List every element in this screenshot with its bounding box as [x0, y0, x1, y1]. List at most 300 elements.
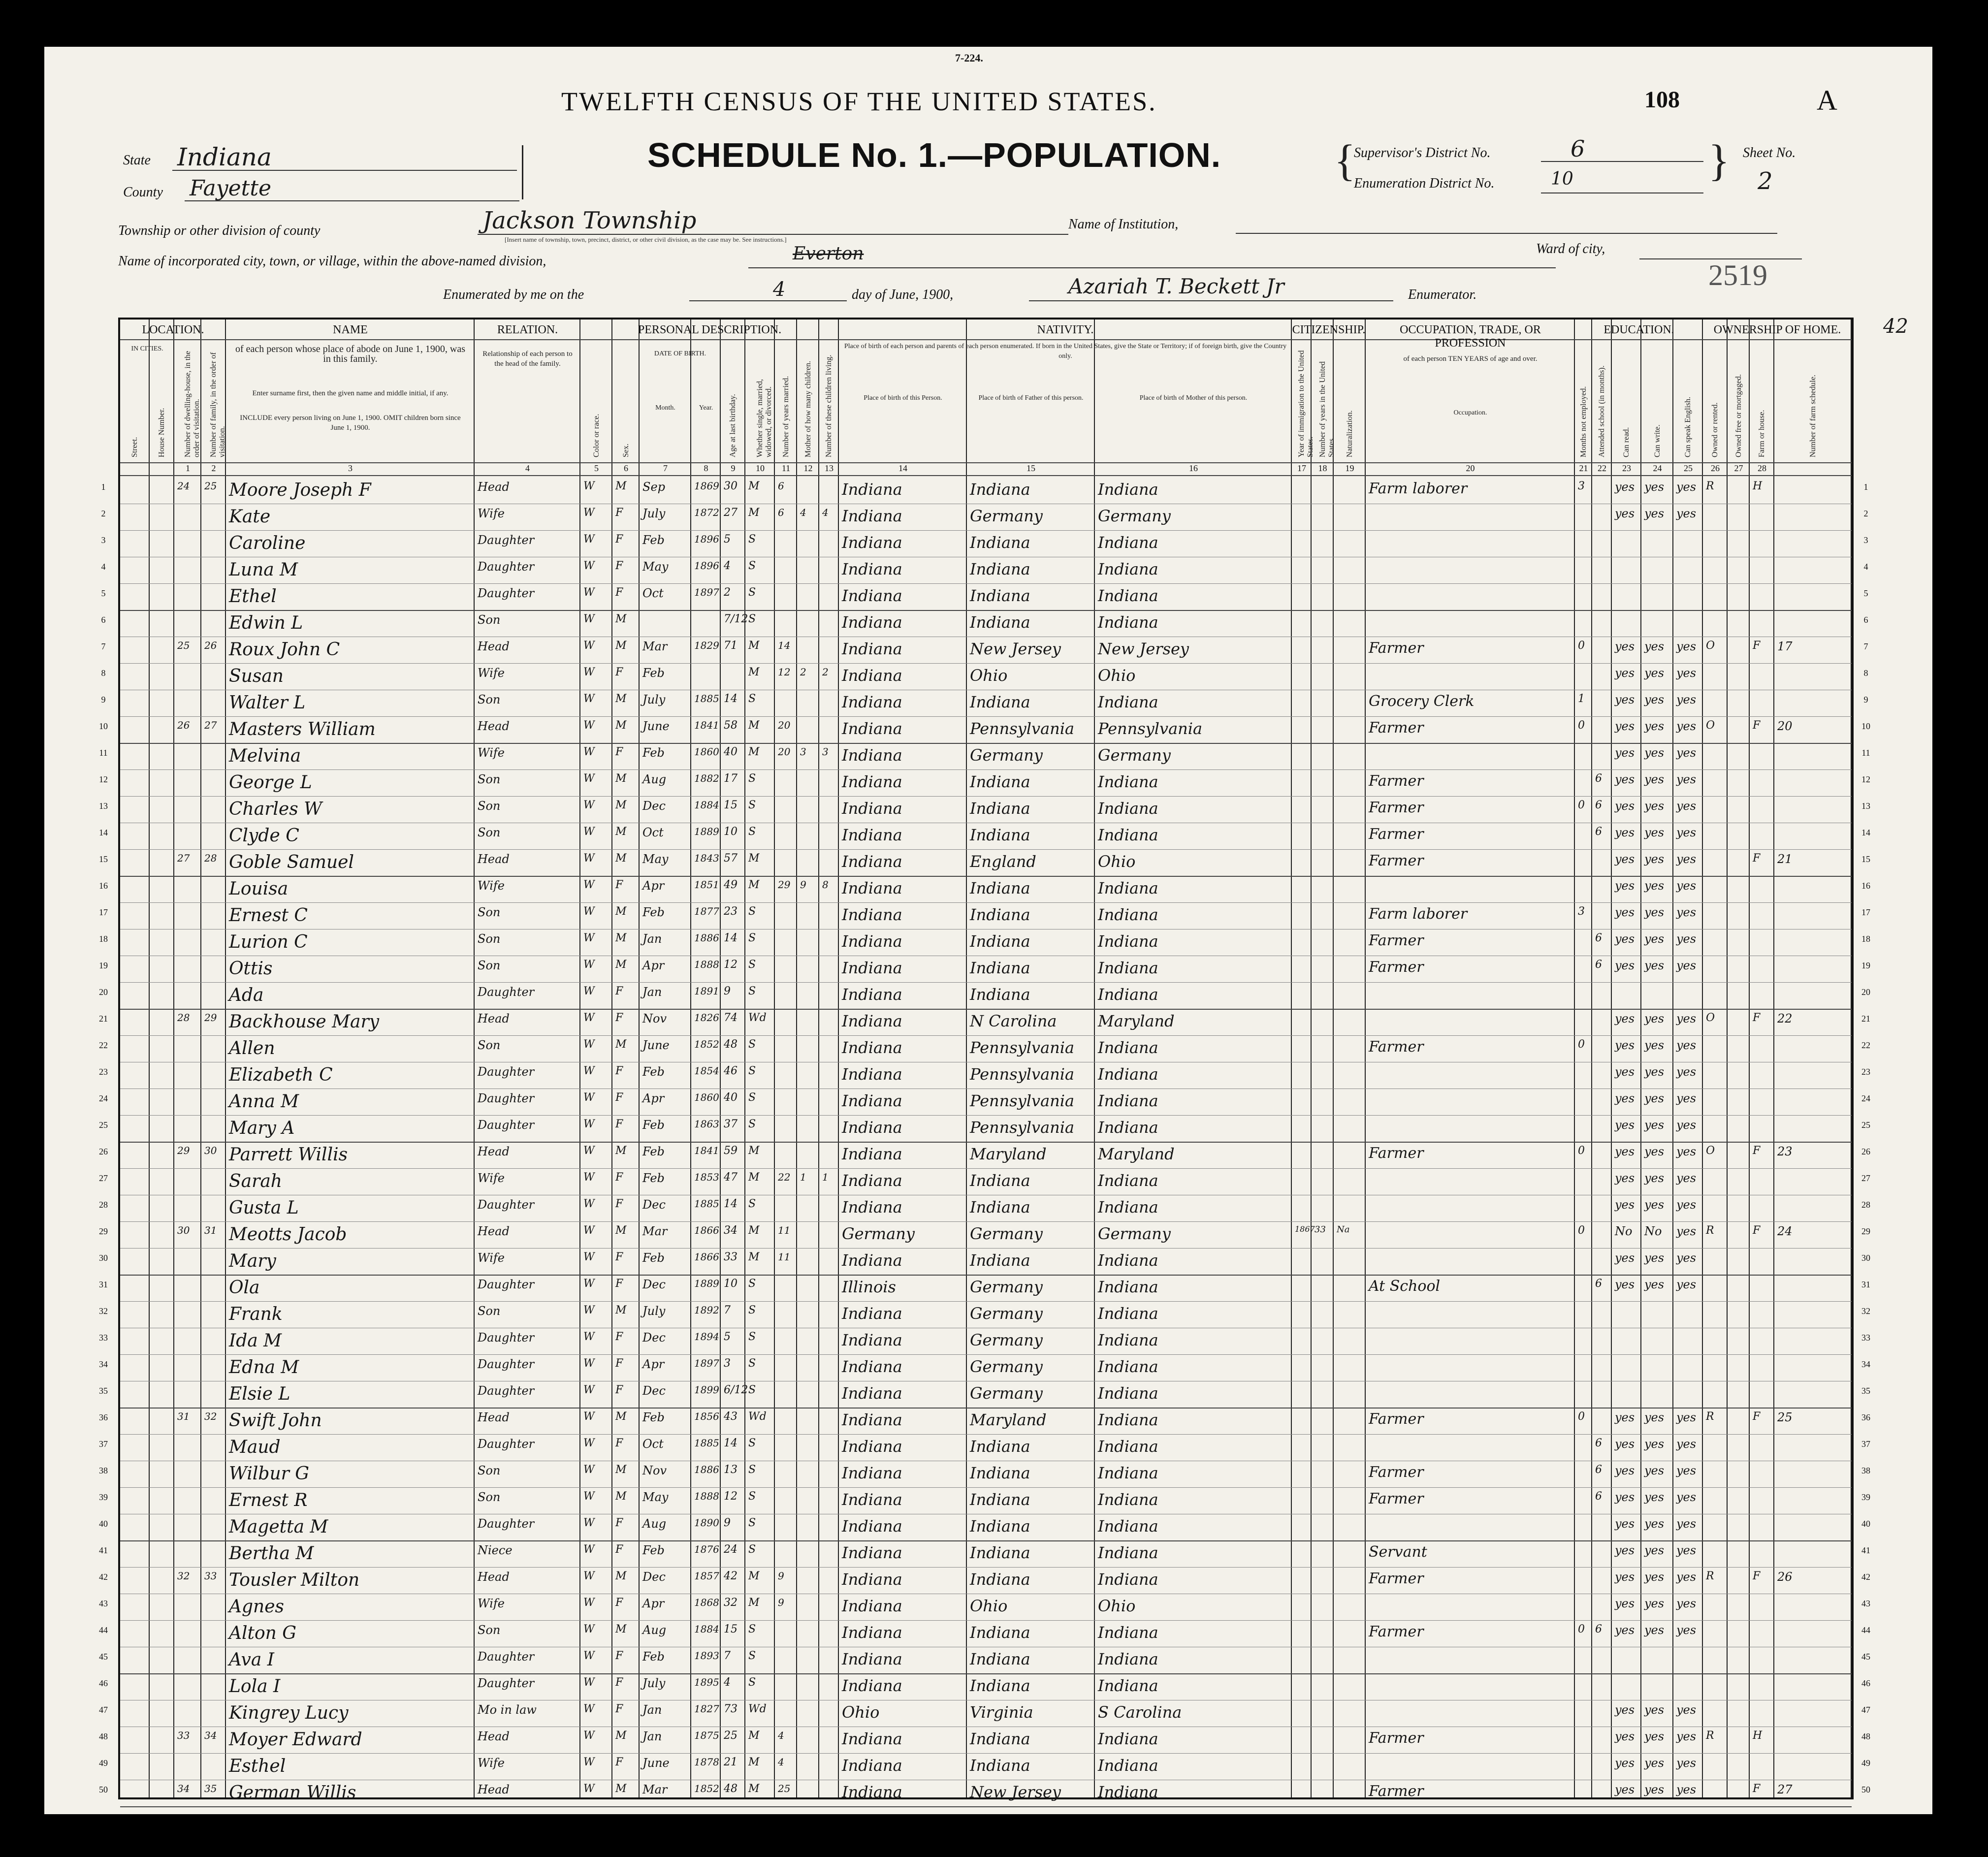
- row-number: 34: [1861, 1359, 1870, 1369]
- cell-sp: yes: [1676, 1517, 1697, 1531]
- cell-sp: yes: [1676, 1198, 1697, 1212]
- cell-bp: Indiana: [842, 640, 902, 658]
- cell-sch: 6: [1595, 799, 1602, 811]
- cell-mar: S: [748, 1091, 756, 1104]
- cell-bp: Indiana: [842, 932, 902, 951]
- cell-mar: S: [748, 1676, 756, 1689]
- cell-rd: yes: [1615, 959, 1635, 972]
- row-number-left: 22: [99, 1040, 108, 1050]
- cell-sex: M: [615, 932, 627, 944]
- cell-ym: 4: [778, 1729, 784, 1741]
- cell-mo: Jan: [642, 1703, 662, 1717]
- name-instruction-2: INCLUDE every person living on June 1, 1900. OMIT children born since June 1, 1900.: [240, 414, 461, 432]
- cell-bm: Pennsylvania: [1098, 719, 1203, 738]
- cell-age: 23: [724, 905, 737, 918]
- cell-wr: yes: [1644, 1543, 1665, 1557]
- cell-yr: 1889: [694, 826, 719, 837]
- cell-bp: Indiana: [842, 1091, 902, 1110]
- row-number-left: 13: [99, 801, 108, 811]
- cell-yr: 1895: [694, 1676, 719, 1688]
- cell-ym: 22: [778, 1171, 791, 1183]
- cell-mar: M: [748, 480, 760, 492]
- cell-mo: July: [642, 507, 666, 520]
- cell-rel: Daughter: [478, 1118, 535, 1132]
- relation-header: RELATION.: [497, 323, 558, 336]
- cell-fam: 29: [204, 1012, 217, 1024]
- cell-yr: 1877: [694, 905, 719, 917]
- cell-fs: 17: [1777, 640, 1793, 653]
- cell-wr: yes: [1644, 1091, 1665, 1105]
- cell-rd: yes: [1615, 879, 1635, 893]
- cell-bf: Germany: [970, 1224, 1043, 1243]
- row-number-left: 33: [99, 1333, 108, 1343]
- cell-mo: June: [642, 1756, 670, 1770]
- cell-wr: yes: [1644, 1145, 1665, 1158]
- cell-occ: Farmer: [1369, 772, 1424, 790]
- cell-sex: M: [615, 1304, 627, 1316]
- cell-mar: M: [748, 1729, 760, 1742]
- table-row: [120, 769, 1852, 796]
- cell-fam: 32: [204, 1410, 217, 1422]
- row-number-left: 5: [101, 588, 106, 598]
- cell-sex: F: [615, 560, 623, 572]
- cell-col: W: [583, 1198, 595, 1210]
- cell-col: W: [583, 1517, 595, 1529]
- cell-mar: S: [748, 1118, 756, 1130]
- cell-sex: F: [615, 1650, 623, 1662]
- cell-mo: Apr: [642, 959, 665, 972]
- cell-bf: Indiana: [970, 1198, 1030, 1217]
- cell-unemp: 3: [1578, 480, 1585, 492]
- cell-bf: Maryland: [970, 1145, 1047, 1163]
- cell-mar: S: [748, 959, 756, 971]
- column-header-age: Age at last birthday.: [729, 394, 737, 457]
- cell-bf: Indiana: [970, 1464, 1030, 1482]
- cell-bf: Indiana: [970, 560, 1030, 578]
- cell-bp: Indiana: [842, 1410, 902, 1429]
- cell-occ: Farmer: [1369, 932, 1424, 949]
- cell-yr: 1896: [694, 560, 719, 572]
- cell-rel: Head: [478, 640, 510, 653]
- table-row: [120, 876, 1852, 902]
- cell-age: 3: [724, 1357, 731, 1370]
- row-number: 24: [1861, 1093, 1870, 1103]
- column-number: 21: [1579, 463, 1588, 473]
- cell-sch: 6: [1595, 932, 1602, 944]
- cell-rd: yes: [1615, 1437, 1635, 1451]
- cell-age: 49: [724, 879, 737, 891]
- cell-bp: Indiana: [842, 1490, 902, 1509]
- row-number: 42: [1861, 1572, 1870, 1582]
- cell-sch: 6: [1595, 1490, 1602, 1503]
- row-number-left: 1: [101, 482, 106, 492]
- cell-rel: Son: [478, 1464, 501, 1477]
- row-number: 37: [1861, 1439, 1870, 1449]
- cell-age: 14: [724, 932, 737, 944]
- state-label: State: [123, 153, 151, 168]
- cell-bf: Germany: [970, 507, 1043, 525]
- cell-name: Ida M: [229, 1331, 282, 1351]
- row-number-left: 11: [99, 748, 108, 758]
- schedule-title: SCHEDULE No. 1.—POPULATION.: [647, 136, 1221, 174]
- cell-mar: M: [748, 1145, 760, 1157]
- cell-mc: 2: [800, 666, 806, 678]
- table-row: [120, 1168, 1852, 1195]
- cell-dw: 27: [177, 852, 190, 864]
- cell-bf: Indiana: [970, 1543, 1030, 1562]
- cell-mo: June: [642, 719, 670, 733]
- cell-mar: S: [748, 1650, 756, 1662]
- cell-bp: Indiana: [842, 1171, 902, 1190]
- cell-rd: yes: [1615, 1623, 1635, 1637]
- cell-rd: yes: [1615, 1570, 1635, 1584]
- cell-bp: Indiana: [842, 586, 902, 605]
- cell-mar: S: [748, 799, 756, 811]
- cell-mo: Mar: [642, 1783, 668, 1796]
- row-number: 45: [1861, 1652, 1870, 1662]
- cell-bf: Indiana: [970, 693, 1030, 711]
- cell-age: 34: [724, 1224, 737, 1237]
- cell-bp: Indiana: [842, 1570, 902, 1589]
- cell-unemp: 0: [1578, 1623, 1585, 1635]
- cell-age: 43: [724, 1410, 737, 1423]
- cell-bf: Germany: [970, 1278, 1043, 1296]
- cell-age: 10: [724, 1278, 737, 1290]
- cell-col: W: [583, 1490, 595, 1503]
- cell-sch: 6: [1595, 1623, 1602, 1635]
- cell-yr: 1897: [694, 586, 719, 598]
- cell-rel: Head: [478, 1570, 510, 1584]
- cell-mar: S: [748, 826, 756, 838]
- cell-sex: M: [615, 1623, 627, 1635]
- row-number-left: 38: [99, 1466, 108, 1475]
- cell-yr: 1854: [694, 1065, 719, 1077]
- column-number: 19: [1345, 463, 1354, 473]
- cell-col: W: [583, 560, 595, 572]
- cell-bp: Indiana: [842, 959, 902, 977]
- row-number: 36: [1861, 1412, 1870, 1422]
- nativity-description: Place of birth of each person and parents of each person enumerated. If born in the United States, give the State or Territory; if of foreign birth, give the Country only.: [844, 343, 1287, 360]
- cell-sch: 6: [1595, 826, 1602, 838]
- row-number-left: 28: [99, 1200, 108, 1210]
- cell-mar: S: [748, 905, 756, 918]
- row-number: 4: [1863, 562, 1868, 572]
- row-number-left: 19: [99, 961, 108, 970]
- cell-bp: Illinois: [842, 1278, 896, 1296]
- cell-age: 73: [724, 1703, 737, 1715]
- cell-rd: yes: [1615, 1065, 1635, 1079]
- cell-col: W: [583, 1384, 595, 1396]
- cell-yr: 1885: [694, 1198, 719, 1210]
- cell-rd: yes: [1615, 1012, 1635, 1025]
- cell-rel: Mo in law: [478, 1703, 537, 1717]
- cell-fam: 26: [204, 640, 217, 651]
- cell-bp: Ohio: [842, 1703, 880, 1722]
- ownership-header: OWNERSHIP OF HOME.: [1713, 323, 1841, 336]
- row-number-left: 42: [99, 1572, 108, 1582]
- cell-yr: 1878: [694, 1756, 719, 1768]
- row-number-left: 26: [99, 1147, 108, 1156]
- cell-age: 6/12: [724, 1384, 748, 1396]
- cell-age: 46: [724, 1065, 737, 1077]
- row-number-left: 17: [99, 907, 108, 917]
- cell-mc: 9: [800, 879, 806, 891]
- cell-sp: yes: [1676, 1251, 1697, 1265]
- cell-fam: 33: [204, 1570, 217, 1582]
- cell-bf: New Jersey: [970, 1783, 1061, 1801]
- cell-wr: yes: [1644, 905, 1665, 919]
- cell-mar: S: [748, 586, 756, 599]
- cell-rd: yes: [1615, 1171, 1635, 1185]
- cell-col: W: [583, 1012, 595, 1024]
- row-number: 38: [1861, 1466, 1870, 1475]
- cell-wr: yes: [1644, 879, 1665, 893]
- column-header-mother-of: Mother of how many children.: [803, 361, 812, 457]
- cell-age: 37: [724, 1118, 737, 1130]
- row-number-left: 8: [101, 668, 106, 678]
- column-number: 8: [704, 463, 708, 473]
- cell-bp: Indiana: [842, 985, 902, 1004]
- cell-yr: 1857: [694, 1570, 719, 1582]
- cell-occ: Farmer: [1369, 1038, 1424, 1056]
- row-number-left: 25: [99, 1120, 108, 1130]
- table-row: [120, 1673, 1852, 1700]
- cell-bf: New Jersey: [970, 640, 1061, 658]
- cell-bp: Indiana: [842, 1437, 902, 1456]
- cell-occ: Farmer: [1369, 852, 1424, 869]
- cell-age: 40: [724, 1091, 737, 1104]
- cell-rd: yes: [1615, 719, 1635, 733]
- cell-bm: Ohio: [1098, 852, 1136, 871]
- cell-col: W: [583, 1756, 595, 1768]
- column-number: 4: [525, 463, 530, 473]
- cell-bp: Indiana: [842, 799, 902, 818]
- table-row: [120, 796, 1852, 823]
- cell-yr: 1886: [694, 1464, 719, 1475]
- cell-rel: Wife: [478, 746, 505, 760]
- cell-bf: Germany: [970, 746, 1043, 765]
- cell-rd: yes: [1615, 746, 1635, 760]
- cell-bm: Indiana: [1098, 1198, 1158, 1217]
- cell-bp: Indiana: [842, 1251, 902, 1270]
- cell-ym: 29: [778, 879, 791, 891]
- cell-occ: Farmer: [1369, 1145, 1424, 1162]
- cell-sp: yes: [1676, 799, 1697, 813]
- cell-col: W: [583, 985, 595, 997]
- cell-sex: F: [615, 1676, 623, 1689]
- cell-sp: yes: [1676, 1012, 1697, 1025]
- cell-wr: yes: [1644, 1597, 1665, 1610]
- row-number: 8: [1863, 668, 1868, 678]
- column-number: 6: [624, 463, 628, 473]
- cell-age: 42: [724, 1570, 737, 1582]
- margin-number: 42: [1883, 315, 1908, 338]
- column-header-dwelling: Number of dwelling-house, in the order of visitation.: [183, 351, 201, 457]
- table-row: [120, 1780, 1852, 1806]
- cell-mar: S: [748, 1437, 756, 1449]
- city-label: Name of incorporated city, town, or village, within the above-named division,: [118, 254, 546, 269]
- cell-bm: Indiana: [1098, 1543, 1158, 1562]
- cell-sp: yes: [1676, 932, 1697, 946]
- cell-rel: Head: [478, 719, 510, 733]
- cell-col: W: [583, 1251, 595, 1263]
- column-header-can-read: Can read.: [1622, 427, 1631, 457]
- cell-name: Masters William: [229, 719, 376, 739]
- cell-yr: 1894: [694, 1331, 719, 1343]
- row-number: 28: [1861, 1200, 1870, 1210]
- cell-sp: yes: [1676, 1729, 1697, 1743]
- cell-mar: S: [748, 560, 756, 572]
- table-row: [120, 902, 1852, 929]
- cell-bm: Indiana: [1098, 879, 1158, 897]
- cell-name: Tousler Milton: [229, 1570, 360, 1590]
- cell-bp: Indiana: [842, 1729, 902, 1748]
- cell-fh: F: [1753, 1145, 1761, 1157]
- cell-name: George L: [229, 772, 312, 793]
- cell-wr: yes: [1644, 1464, 1665, 1477]
- cell-col: W: [583, 586, 595, 599]
- cell-mar: M: [748, 666, 760, 678]
- cell-bm: Indiana: [1098, 1437, 1158, 1456]
- cell-sex: F: [615, 1171, 623, 1184]
- cell-age: 14: [724, 1437, 737, 1449]
- cell-bm: Indiana: [1098, 1517, 1158, 1536]
- cell-rel: Son: [478, 799, 501, 813]
- cell-bp: Indiana: [842, 1118, 902, 1137]
- cell-bf: N Carolina: [970, 1012, 1057, 1030]
- cell-name: Kingrey Lucy: [229, 1703, 349, 1723]
- supervisor-value: 6: [1571, 135, 1585, 162]
- row-number: 26: [1861, 1147, 1870, 1156]
- cell-fs: 24: [1777, 1224, 1793, 1238]
- cell-name: Alton G: [229, 1623, 297, 1643]
- table-row: [120, 1700, 1852, 1727]
- cell-wr: yes: [1644, 1410, 1665, 1424]
- cell-dw: 32: [177, 1570, 190, 1582]
- cell-sex: F: [615, 507, 623, 519]
- cell-col: W: [583, 1331, 595, 1343]
- cell-mar: S: [748, 1517, 756, 1529]
- cell-col: W: [583, 1038, 595, 1051]
- cell-rel: Head: [478, 1729, 510, 1743]
- cell-bp: Indiana: [842, 1650, 902, 1668]
- cell-name: Moyer Edward: [229, 1729, 362, 1750]
- cell-col: W: [583, 1278, 595, 1290]
- cell-bf: Indiana: [970, 480, 1030, 499]
- column-header-months-unemployed: Months not employed.: [1579, 386, 1588, 457]
- cell-col: W: [583, 1676, 595, 1689]
- row-number-left: 6: [101, 615, 106, 625]
- column-header-house-number: House Number.: [158, 408, 166, 457]
- cell-yr: 1884: [694, 1623, 719, 1635]
- cell-mo: Jan: [642, 932, 662, 946]
- cell-rel: Daughter: [478, 533, 535, 547]
- row-number: 32: [1861, 1306, 1870, 1316]
- cell-mo: July: [642, 693, 666, 706]
- cell-name: Sarah: [229, 1171, 282, 1191]
- cell-rd: yes: [1615, 1490, 1635, 1504]
- cell-name: Allen: [229, 1038, 275, 1058]
- cell-bm: Indiana: [1098, 586, 1158, 605]
- cell-sex: F: [615, 879, 623, 891]
- cell-mar: S: [748, 1384, 756, 1396]
- cell-mo: Oct: [642, 826, 664, 839]
- cell-mo: Apr: [642, 1091, 665, 1105]
- cell-rel: Daughter: [478, 1198, 535, 1212]
- cell-sp: yes: [1676, 1065, 1697, 1079]
- cell-wr: yes: [1644, 852, 1665, 866]
- cell-sex: M: [615, 640, 627, 652]
- name-header: NAME: [333, 323, 368, 336]
- date-of-birth-header: DATE OF BIRTH.: [654, 350, 706, 357]
- cell-rel: Son: [478, 959, 501, 972]
- cell-rd: yes: [1615, 1145, 1635, 1158]
- row-number-left: 16: [99, 881, 108, 891]
- cell-name: Roux John C: [229, 640, 340, 660]
- row-number-left: 2: [101, 509, 106, 518]
- cell-mo: May: [642, 852, 669, 866]
- cell-bf: Pennsylvania: [970, 719, 1075, 738]
- table-row: [120, 1035, 1852, 1062]
- row-number: 46: [1861, 1678, 1870, 1688]
- row-number: 14: [1861, 828, 1870, 837]
- cell-mo: Feb: [642, 1543, 665, 1557]
- nativity-header: NATIVITY.: [1037, 323, 1094, 336]
- table-row: [120, 1514, 1852, 1540]
- cell-rel: Daughter: [478, 1437, 535, 1451]
- column-number: 20: [1466, 463, 1475, 473]
- row-number-left: 14: [99, 828, 108, 837]
- cell-col: W: [583, 1304, 595, 1316]
- cell-mar: S: [748, 1357, 756, 1370]
- cell-age: 74: [724, 1012, 737, 1024]
- cell-fs: 22: [1777, 1012, 1793, 1025]
- cell-rd: yes: [1615, 932, 1635, 946]
- column-header-sex: Sex.: [621, 444, 630, 457]
- cell-yr: 1851: [694, 879, 719, 891]
- cell-age: 27: [724, 507, 737, 519]
- cell-bp: Indiana: [842, 1331, 902, 1349]
- cell-col: W: [583, 879, 595, 891]
- cell-name: Caroline: [229, 533, 306, 553]
- cell-col: W: [583, 1570, 595, 1582]
- cell-name: Edna M: [229, 1357, 299, 1377]
- cell-bp: Indiana: [842, 507, 902, 525]
- cell-name: Melvina: [229, 746, 301, 766]
- cell-unemp: 0: [1578, 799, 1585, 811]
- cell-sp: yes: [1676, 1570, 1697, 1584]
- row-number: 12: [1861, 774, 1870, 784]
- cell-yr: 1868: [694, 1597, 719, 1608]
- cell-yr: 1860: [694, 746, 719, 758]
- cell-rel: Wife: [478, 1251, 505, 1265]
- enumerated-day: 4: [773, 278, 786, 301]
- cell-bp: Indiana: [842, 746, 902, 765]
- cell-mo: Aug: [642, 772, 667, 786]
- row-number-left: 12: [99, 774, 108, 784]
- cell-yr: 1897: [694, 1357, 719, 1369]
- cell-bm: Indiana: [1098, 1464, 1158, 1482]
- cell-ym: 11: [778, 1224, 791, 1236]
- cell-mc: 1: [800, 1171, 806, 1183]
- cell-sp: yes: [1676, 772, 1697, 786]
- table-row: [120, 1009, 1852, 1035]
- cell-yr: 1876: [694, 1543, 719, 1555]
- row-number-left: 27: [99, 1173, 108, 1183]
- cell-dw: 24: [177, 480, 190, 492]
- cell-own: O: [1706, 1145, 1715, 1157]
- cell-rd: yes: [1615, 826, 1635, 839]
